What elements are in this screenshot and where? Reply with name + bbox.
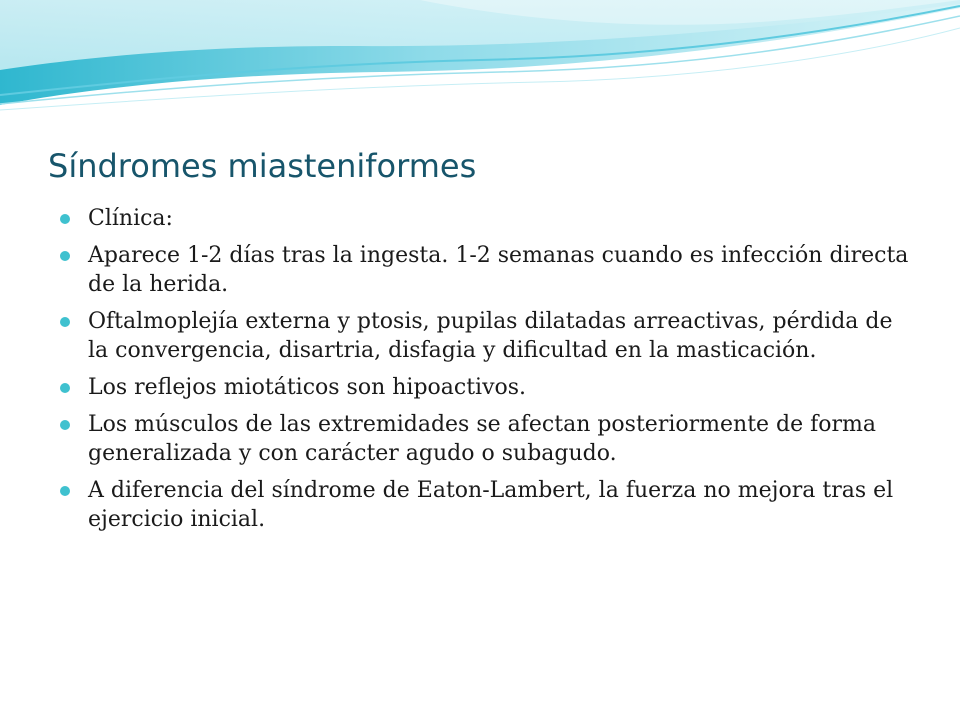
- bullet-list: [60, 204, 910, 542]
- bullet-text: Aparece 1-2 días tras la ingesta. 1-2 semanas cuando es infección directa de la herida.: [88, 243, 909, 297]
- bullet-text: Los reflejos miotáticos son hipoactivos.: [88, 375, 527, 400]
- list-item: [60, 410, 910, 468]
- bullet-icon: [60, 420, 70, 430]
- bullet-icon: [60, 486, 70, 496]
- bullet-icon: [60, 317, 70, 327]
- list-item: [60, 373, 910, 402]
- bullet-icon: [60, 383, 70, 393]
- list-item: [60, 204, 910, 233]
- bullet-text: Clínica:: [88, 206, 173, 231]
- bullet-text: Los músculos de las extremidades se afectan posteriormente de forma generalizada y con carácter agudo o subagudo.: [88, 412, 877, 466]
- bullet-icon: [60, 214, 70, 224]
- list-item: [60, 241, 910, 299]
- slide-title: Síndromes miasteniformes: [48, 147, 477, 185]
- bullet-text: Oftalmoplejía externa y ptosis, pupilas dilatadas arreactivas, pérdida de la convergencia, disartria, disfagia y dificultad en la masticación.: [88, 309, 893, 363]
- header-wave-decoration: [0, 0, 960, 120]
- bullet-text: A diferencia del síndrome de Eaton-Lambert, la fuerza no mejora tras el ejercicio inicial.: [88, 478, 894, 532]
- list-item: [60, 307, 910, 365]
- bullet-icon: [60, 251, 70, 261]
- list-item: [60, 476, 910, 534]
